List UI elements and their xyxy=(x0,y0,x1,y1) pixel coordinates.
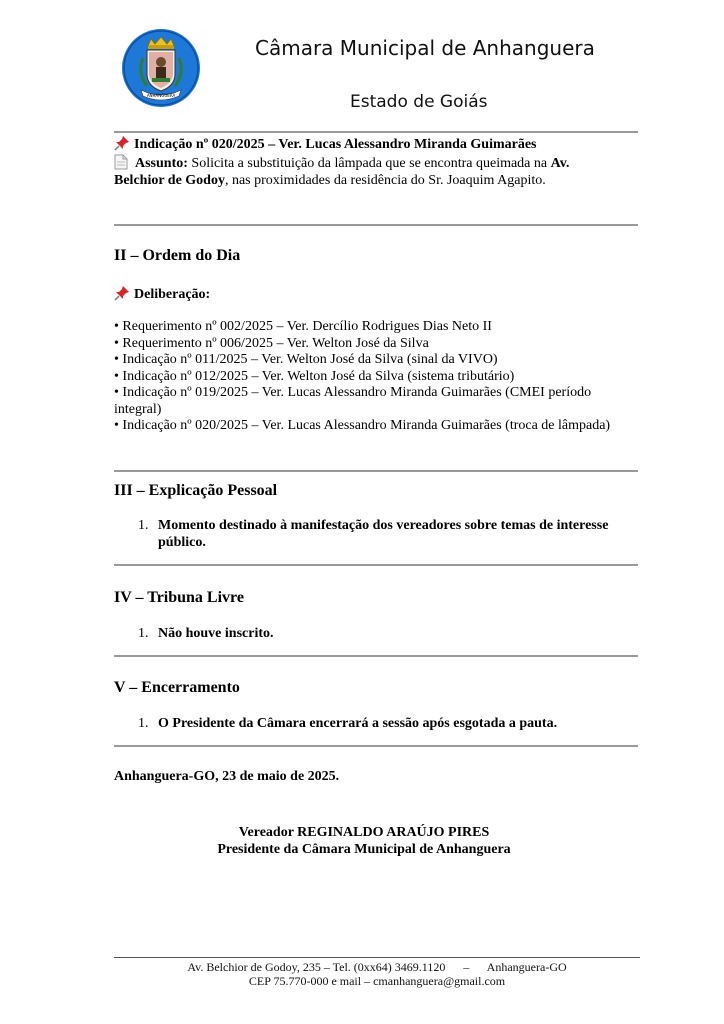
numbered-item xyxy=(138,625,638,642)
assunto-bold-1: Av. xyxy=(550,156,570,171)
numbered-item xyxy=(138,715,638,732)
indicacao-title: Indicação nº 020/2025 – Ver. Lucas Alessandro Miranda Guimarães xyxy=(134,137,537,152)
coat-of-arms-logo xyxy=(121,28,201,108)
list-item: • Indicação nº 019/2025 – Ver. Lucas Alessandro Miranda Guimarães (CMEI período xyxy=(114,385,592,400)
page-title: Câmara Municipal de Anhanguera xyxy=(255,36,595,60)
footer-address xyxy=(114,960,640,975)
assunto-label: Assunto: xyxy=(135,156,188,171)
item-number: 1. xyxy=(138,626,149,641)
item-text: Momento destinado à manifestação dos vereadores sobre temas de interesse público. xyxy=(158,518,609,550)
deliberacao-label: Deliberação: xyxy=(134,287,211,302)
section-title-tribuna-livre: IV – Tribuna Livre xyxy=(114,589,244,606)
svg-text:ANHANGUERA: ANHANGUERA xyxy=(146,93,176,98)
list-item: • Requerimento nº 006/2025 – Ver. Welton José da Silva xyxy=(114,335,429,351)
divider xyxy=(114,131,638,133)
deliberacao-line xyxy=(114,285,644,303)
indicacao-title-line xyxy=(114,135,644,153)
footer-divider xyxy=(114,957,640,958)
assunto-line-1 xyxy=(114,154,644,172)
divider xyxy=(114,224,638,226)
divider xyxy=(114,564,638,566)
divider xyxy=(114,655,638,657)
assunto-line-2 xyxy=(114,172,644,189)
section-title-ordem-do-dia: II – Ordem do Dia xyxy=(114,247,241,264)
divider xyxy=(114,745,638,747)
assunto-text-2: , nas proximidades da residência do Sr. Joaquim Agapito. xyxy=(224,173,546,188)
item-number: 1. xyxy=(138,716,149,731)
list-item: • Indicação nº 011/2025 – Ver. Welton José da Silva (sinal da VIVO) xyxy=(114,352,498,367)
list-item: • Requerimento nº 002/2025 – Ver. Dercílio Rodrigues Dias Neto II xyxy=(114,319,492,334)
section-title-explicacao-pessoal: III – Explicação Pessoal xyxy=(114,482,278,499)
signature-role: Presidente da Câmara Municipal de Anhanguera xyxy=(217,842,511,857)
item-text: Não houve inscrito. xyxy=(158,626,274,641)
pushpin-icon xyxy=(114,135,130,151)
item-number: 1. xyxy=(138,518,149,533)
list-item: • Indicação nº 020/2025 – Ver. Lucas Alessandro Miranda Guimarães (troca de lâmpada) xyxy=(114,418,611,433)
item-text: O Presidente da Câmara encerrará a sessão após esgotada a pauta. xyxy=(158,716,558,731)
page-subtitle: Estado de Goiás xyxy=(350,92,488,112)
numbered-item xyxy=(138,517,638,551)
assunto-text-1: Solicita a substituição da lâmpada que se encontra queimada na xyxy=(187,156,551,171)
list-item-continuation: integral) xyxy=(114,401,162,417)
footer-contact: CEP 75.770-000 e mail – cmanhanguera@gmail.com xyxy=(248,974,506,988)
signature-name: Vereador REGINALDO ARAÚJO PIRES xyxy=(238,825,490,840)
section-title-encerramento: V – Encerramento xyxy=(114,679,240,696)
assunto-bold-2: Belchior de Godoy xyxy=(114,173,225,188)
divider xyxy=(114,470,638,472)
footer-address-text: Av. Belchior de Godoy, 235 – Tel. (0xx64) 3469.1120 – Anhanguera-GO xyxy=(187,960,567,974)
list-item: • Indicação nº 012/2025 – Ver. Welton José da Silva (sistema tributário) xyxy=(114,368,515,384)
document-icon xyxy=(114,154,128,170)
date-line: Anhanguera-GO, 23 de maio de 2025. xyxy=(114,769,340,784)
pushpin-icon xyxy=(114,285,130,301)
